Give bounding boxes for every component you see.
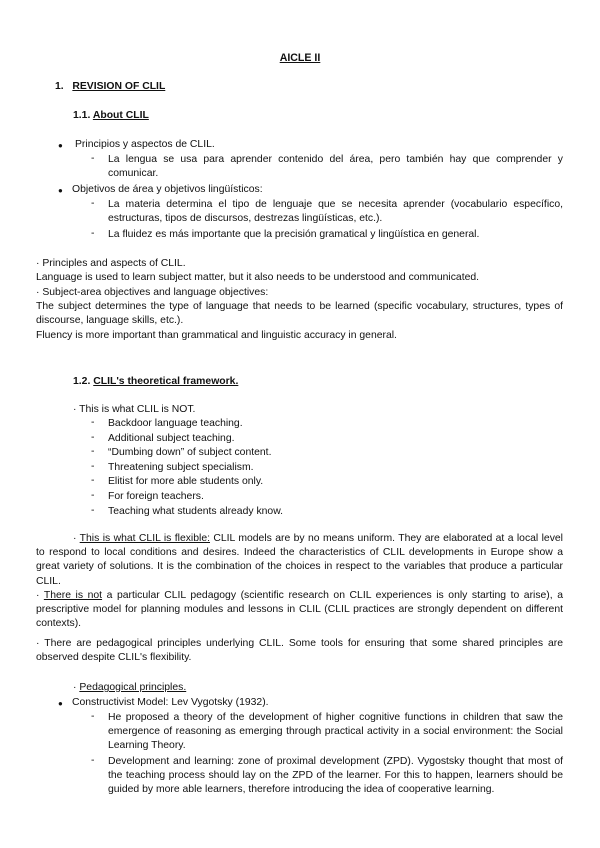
not-intro: · This is what CLIL is NOT.	[73, 404, 196, 415]
spanish-bullet-2-sub-2: La fluidez es más importante que la precisión gramatical y lingüística en general.	[108, 229, 480, 240]
dash-icon: -	[91, 153, 95, 164]
constructivist-sub-1: He proposed a theory of the development of higher cognitive functions in children that saw the emergence of reasoning as emerging through practical activity in a social environment: the Social Learning Theory.	[108, 712, 563, 752]
pedagogical-lead: ·	[73, 682, 80, 693]
section-heading	[55, 81, 165, 92]
subsection-heading	[73, 376, 238, 387]
pedagogical-title: Pedagogical principles.	[79, 682, 187, 693]
no-pedagogy-paragraph	[36, 589, 563, 632]
subsection-number: 1.1.	[73, 110, 91, 121]
principles-paragraph: · There are pedagogical principles underlying CLIL. Some tools for ensuring that some shared principles are observed despite CLIL's flexibility.	[36, 638, 563, 664]
bullet-icon: ●	[58, 186, 63, 195]
dash-icon: -	[91, 228, 95, 239]
no-pedagogy-heading: There is not	[43, 590, 103, 601]
dash-icon: -	[91, 446, 95, 458]
no-pedagogy-lead: ·	[36, 590, 44, 601]
english-line-3: · Subject-area objectives and language objectives:	[36, 287, 269, 298]
constructivist-bullet: Constructivist Model: Lev Vygotsky (1932).	[72, 697, 269, 708]
constructivist-sub-2: Development and learning: zone of proximal development (ZPD). Vygostsky thought that most of the teaching process should lay on the ZPD of the learner. For this to happen, learners should be guided by more able learners, therefore introducing the idea of cooperative learning.	[108, 756, 563, 796]
english-line-4: The subject determines the type of language that needs to be learned (specific vocabulary, structures, types of discourse, language skills, etc.).	[36, 301, 563, 327]
subsection-title: About CLIL	[92, 110, 149, 121]
spanish-bullet-2: Objetivos de área y objetivos lingüísticos:	[72, 184, 263, 195]
dash-icon: -	[91, 711, 95, 722]
pedagogical-heading	[73, 681, 186, 695]
spanish-bullet-1: Principios y aspectos de CLIL.	[75, 139, 215, 150]
dash-icon: -	[91, 755, 95, 766]
dash-icon: -	[91, 504, 95, 516]
not-list-item: Backdoor language teaching.	[108, 418, 243, 429]
spanish-bullet-2-sub-1: La materia determina el tipo de lenguaje que se necesita aprender (vocabulario específico, estructuras, tipos de discursos, destrezas lingüísticas, etc.).	[108, 199, 563, 225]
not-list-item: “Dumbing down” of subject content.	[108, 447, 272, 459]
not-list-item: Teaching what students already know.	[108, 505, 284, 517]
english-line-5: Fluency is more important than grammatical and linguistic accuracy in general.	[36, 330, 397, 341]
no-pedagogy-text: a particular CLIL pedagogy (scientific research on CLIL experiences is only starting to arise), a prescriptive model for planning modules and lessons in CLIL (CLIL practices are strongly dependent on different contexts).	[36, 590, 563, 630]
dash-icon: -	[91, 431, 95, 443]
subsection-heading	[73, 110, 149, 121]
english-line-1: · Principles and aspects of CLIL.	[36, 258, 186, 269]
flexible-lead: ·	[73, 533, 80, 544]
section-title: REVISION OF CLIL	[72, 81, 166, 92]
document-title: AICLE II	[279, 52, 321, 64]
spanish-bullet-1-sub: La lengua se usa para aprender contenido del área, pero también hay que comprender y comunicar.	[108, 154, 563, 180]
dash-icon: -	[91, 417, 95, 428]
dash-icon: -	[91, 460, 95, 472]
subsection-number: 1.2.	[73, 376, 91, 387]
dash-icon: -	[91, 475, 95, 487]
not-list-item: Additional subject teaching.	[108, 432, 235, 444]
flexible-heading: This is what CLIL is flexible:	[79, 533, 210, 544]
not-list-item: Elitist for more able students only.	[108, 476, 264, 488]
bullet-icon: ●	[58, 699, 63, 708]
flexible-paragraph	[36, 532, 563, 589]
flexible-text: CLIL models are by no means uniform. They are elaborated at a local level to respond to local conditions and desires. Indeed the characteristics of CLIL developments in Europe show a great variety of solutions. It is the combination of the choices in respect to the variables that produce a particular CLIL.	[36, 533, 563, 587]
english-line-2: Language is used to learn subject matter, but it also needs to be understood and communicated.	[36, 272, 480, 283]
section-number: 1.	[55, 81, 64, 92]
dash-icon: -	[91, 490, 95, 501]
bullet-icon: ●	[58, 141, 63, 150]
not-list-item: For foreign teachers.	[108, 491, 204, 502]
not-list-item: Threatening subject specialism.	[108, 461, 254, 473]
dash-icon: -	[91, 198, 95, 209]
subsection-title: CLIL's theoretical framework.	[93, 376, 239, 387]
